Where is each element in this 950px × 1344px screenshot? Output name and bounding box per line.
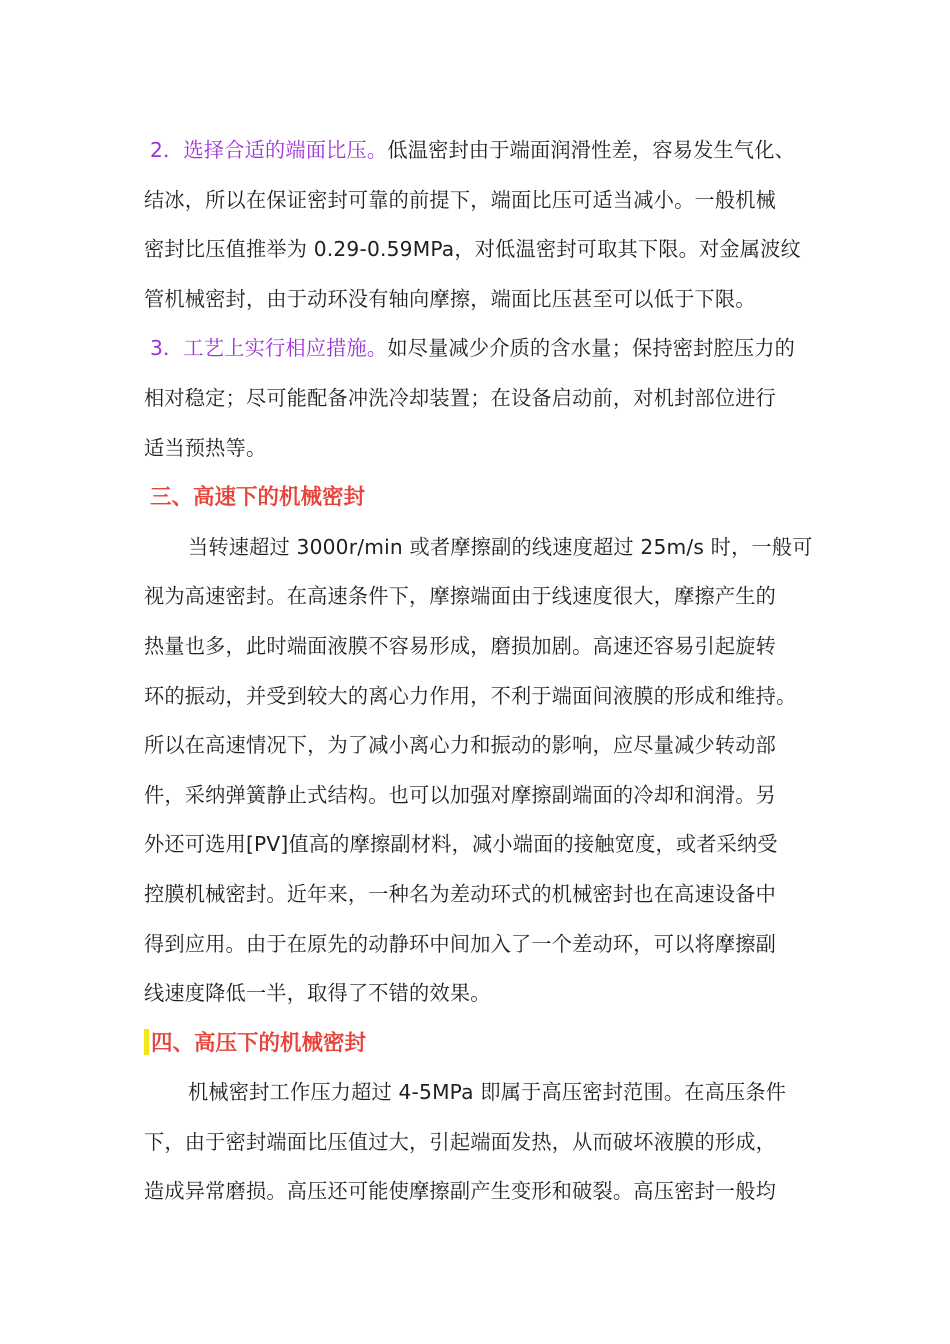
section-4-line: 下，由于密封端面比压值过大，引起端面发热，从而破坏液膜的形成， <box>144 1129 777 1154</box>
section-3-line: 线速度降低一半，取得了不错的效果。 <box>144 981 491 1006</box>
section-3-line: 环的振动，并受到较大的离心力作用，不利于端面间液膜的形成和维持。 <box>144 683 797 708</box>
section-3-line: 件，采纳弹簧静止式结构。也可以加强对摩擦副端面的冷却和润滑。另 <box>144 782 777 807</box>
section-3-heading: 三、高速下的机械密封 <box>150 485 366 511</box>
item-3-text: 如尽量减少介质的含水量；保持密封腔压力的 <box>387 336 796 361</box>
item-3-label: 3．工艺上实行相应措施。 <box>150 336 388 361</box>
section-3-line: 得到应用。由于在原先的动静环中间加入了一个差动环，可以将摩擦副 <box>144 931 777 956</box>
item-2-line-4: 管机械密封，由于动环没有轴向摩擦，端面比压甚至可以低于下限。 <box>144 286 756 311</box>
section-3-line: 外还可选用[PV]值高的摩擦副材料，减小端面的接触宽度，或者采纳受 <box>144 832 778 857</box>
section-4-line: 机械密封工作压力超过 4-5MPa 即属于高压密封范围。在高压条件 <box>188 1080 787 1105</box>
item-2-line-1 <box>144 126 816 176</box>
document-page <box>144 126 816 1217</box>
heading-marker <box>144 1029 149 1055</box>
section-4-heading: 四、高压下的机械密封 <box>151 1030 367 1056</box>
section-4-line: 造成异常磨损。高压还可能使摩擦副产生变形和破裂。高压密封一般均 <box>144 1179 777 1204</box>
section-3-line: 视为高速密封。在高速条件下，摩擦端面由于线速度很大，摩擦产生的 <box>144 584 777 609</box>
item-2-label: 2．选择合适的端面比压。 <box>150 138 388 162</box>
section-3-line: 当转速超过 3000r/min 或者摩擦副的线速度超过 25m/s 时，一般可 <box>188 534 813 559</box>
item-3-line-1 <box>144 324 816 374</box>
section-3-line: 所以在高速情况下，为了减小离心力和振动的影响，应尽量减少转动部 <box>144 733 777 758</box>
item-2-line-3: 密封比压值推举为 0.29-0.59MPa，对低温密封可取其下限。对金属波纹 <box>144 237 801 262</box>
item-3-line-3: 适当预热等。 <box>144 435 267 460</box>
item-2-line-2: 结冰，所以在保证密封可靠的前提下，端面比压可适当减小。一般机械 <box>144 187 777 212</box>
section-4-heading-row <box>144 1019 816 1069</box>
item-3-line-2: 相对稳定；尽可能配备冲洗冷却装置；在设备启动前，对机封部位进行 <box>144 385 777 410</box>
item-2-text: 低温密封由于端面润滑性差，容易发生气化、 <box>387 138 796 162</box>
section-3-line: 热量也多，此时端面液膜不容易形成，磨损加剧。高速还容易引起旋转 <box>144 633 777 658</box>
section-3-line: 控膜机械密封。近年来，一种名为差动环式的机械密封也在高速设备中 <box>144 881 777 906</box>
